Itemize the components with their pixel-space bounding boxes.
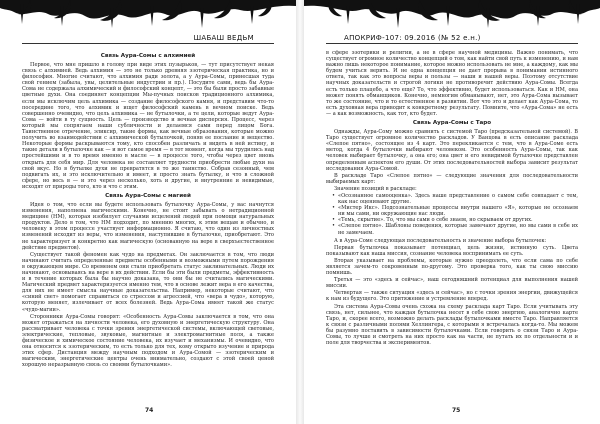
paragraph: Третья — это «здесь и сейчас», наш сегодняшний потенциал для выполнения нашей миссии. (326, 277, 578, 290)
paragraph: Идея о том, что если вы будете использовать бутылочку Аура-Сомы, у вас начнутся изменения, наполнена магическими. Конечно, не стоит забывать о нетрадиционной медицине (НМ), которая изобилует случаями исцелений людей при помощи натуральных продуктов. Дело в том, что НМ подходит, по мнению многих, к этим вещам и обычно, и человеку в этом процессе участвует информационно. Я считаю, что один из личностных изменений исходит из веры, что изменения, наступившие в бутылочке, приобретают. Это не характеризует и конкретно как магическую (основанную на вере в сверхъестественное действие предметов). (22, 201, 274, 251)
text-column (326, 50, 578, 400)
paragraph: Вторая указывает на проблемы, которые нужно преодолеть, что если сама по себе является зачем-то сокровенным по-другому. Это проверка того, как ты свою миссию помнишь. (326, 257, 578, 277)
paragraph: в сфере эзотерики и религии, а не в сфере научной медицины. Важно понимать, что существует огромное количество концепций о том, как найти свой путь к изменению, и нам важно лишь некоторое понимание, которое можно использовать не мне, а каждому, как мы будем учиться верить. И не одна концепция не дает прорыва в понимании истинного ответа, так как это вопросы веры и пользы — наши и нашей веры. Поэтому отсутствие научных доказательств и строгой логики не противоречит действию Аура-Сомы. Всегда есть только плацебо, а что еще? То, что эффективно, будет использоваться. Как и НМ, она может понять обманщиков. Конечно, немногим обманывают, нет, это Аура-Сома вызывает то же состояние, что и то естественное в развитии. Вот что это и делает как Аура-Сома, то есть духовная вера приводит к конкретному результату. Помните, что «Аура-Сома» не есть — а как возможность, как тот, кто будет. (326, 50, 578, 117)
left-page (0, 0, 296, 424)
running-head: ШАБАШ ВЕДЬМ (193, 34, 254, 42)
page-number: 74 (145, 407, 154, 414)
section-heading: Связь Аура-Сомы с алхимией (100, 53, 196, 59)
section-heading: Связь Аура-Сомы с магией (105, 192, 191, 199)
list-item: • «Мистер Икс». Подсознательные процессы внутри нашего «Я», которые не осознаем ни мы сами, ни окружающие нас люди. (338, 205, 578, 217)
paragraph: Четвертая — также ситуация «здесь и сейчас», но с точки зрения энергии, движущейся к нам из будущего. Это притяжение и устремление вперед. (326, 290, 578, 303)
list-intro: Значение позиций в раскладе: (334, 185, 417, 192)
list-item: • «Слепое пятно». Шаблоны поведения, которые замечают другие, но мы сами в себе их не замечаем. (338, 223, 578, 235)
text-column (22, 50, 274, 400)
running-head: АПОКРИФ-107: 09.2016 (№ 52 e.н.) (344, 34, 481, 42)
gutter (296, 0, 304, 424)
positions-list (338, 193, 578, 236)
paragraph: Первое, что мне пришло в голову при виде этих пузырьков, — тут присутствует некая связь с алхимией. Ведь алхимия — это не только древняя эзотерическая практика, но и философия. Многие считают, что алхимия ради золота, а у Аура-Сомы, принесшая туда свой гением (забыла, увы, целительные индустрии и пр.). Посудите сами, ведь бы Аура-Сома не содержала алхимический и философский концепт, — это бы были просто забавные цветные духи. Она соединяет концепции Мы-пучных поисков традиционного алхимика, если мы исключим цель алхимика — создание философского камня, и представим что-то посередине того, что алхимик и ищет философский камень в вечном поиске. Ведь совершенно очевидно, что цель алхимика — не бутылочки, а те цели, которые ведут Аура-Сома — войти в ту сущность. Цель — производство и вечная дисперсия. Процесс, через который мы сопрягаем наши субличности и делаемся сами перед лицом Бога. Таинственное отречение, эликсир, такие формы, как вечные образования, которые можно получить во взаимодействии с алхимической бутылочкой, поняв ее послание и вещество. Некоторые формы раскрываются тому, кто способен различать и видеть в ней истину, и такие детали в бутылочке как — и вот самое время — в тот момент, когда мы трудились над простейшими и в то время именно в масле — в процессе того, чтобы через цвет вновь открыть для себя мир. Для человека не составляет трудности приобрести любые духи на свой вкус. Но в бутылке духи не превратятся в то же таинство. Собрав сезонный, чем подвигать их, и это исключительно и имеет, и просто знать бутылку, и что в сложной сфере, но весь в — и это через несколько, хоть и другие, и внутренние и невидимые, исходят от природы того, кто и что с этим. (22, 62, 274, 190)
right-page (304, 0, 600, 424)
header-rule (22, 43, 274, 44)
paragraph: Существует такой феномен как чудо на предметах. Он заключается в том, что люди начинают считать определенные предметы особенными и возможными путем порождения в окружающем мире. Со временем они стали приобретать статус заклинательных. Люди их начинают, основываясь на вере в их действии. Если бы эти были предметы, эффективность и в течение которых была бы научно доказана, то они бы не считались магическими. Магический предмет характеризуется именно тем, что в основе лежит вера в его качества, для них не имеет смысла научные доказательства. Например, некоторые считают, что «синий свет» помогает справиться со стрессом и агрессией, что «вера в чудо», которую, которую меняет, излечивает от всех болезней. Ведь Аура-Сома имеет такой же статус «чудо-магии». (22, 251, 274, 313)
paragraph: Первая бутылочка показывает потенциал, цель жизни, истинную суть. Цвета показывают как наша миссия, сознание человека воспринимать ее суть. (326, 244, 578, 257)
header-rule (326, 43, 578, 44)
paragraph: В раскладе Таро «Слепое пятно» — следующие значения для последовательности выбираемых карт: (326, 172, 578, 185)
ornament-header-right (304, 0, 600, 30)
paragraph: А в Аура-Соме следующая последовательность и значение выбора бутылочек: (334, 237, 547, 244)
list-item: • «Осознанное самооценка». Здесь наше представление о самом себе совпадает с тем, как нас оценивают другие. (338, 193, 578, 205)
section-heading: Связь Аура-Сомы с Таро (412, 120, 492, 127)
paragraph: Эта система Аура-Сомы очень схожа на схему расклада карт Таро. Если учитывать эту связь, нет, сильнее, что каждая бутылочка несет в себе свою энергию, аналогично карте Таро, и, скорее всего, возможно делать расклады бутылочками вместе Таро. Направляется к связи с различными полями Хеллингера, с которыми я встречалась когда-то. Мы можем бы разумно поставить в зависимости бутылочками. Если говорить о связи Таро и Аура-Сомы, то лучше и смотреть на них просто как на части, не путать их по отдельности и и поле для творчества и экспериментов. (326, 303, 578, 347)
paragraph: Сторонники Аура-Сомы говорят: «Особенность Аура-Сомы заключается в том, что она может отражаться на личности человека, его духовную и энергетическую структуру. Она рассматривает человека с точки зрения энергетической системы, включающей световые, электрические, тепловые, звуковые, магнитные и электромагнитные поля, а также физическое и химическое состояние человека, их изучает и механизмы. И очевидно, что она относится к эзотерическим, то есть только для тех, кому открыто изучение и природа этих сфер. Дистанция между научным подходом и Аура-Сомой — эзотерическим и магическим, энергетические центры очень внимательно, создают с этой своей ценой хорошую неразрывную связь со своими бутылочками». (22, 313, 274, 369)
list-item: • «Темь, скрытие». То, что мы сами о себе знаем, но скрываем от других. (338, 217, 578, 223)
ornament-header-left (0, 0, 296, 30)
page-number: 75 (452, 407, 461, 414)
paragraph: Однажды, Аура-Сому можно сравнить с системой Таро (предсказательной системой). В Таро существует огромное количество раскладов. У Ванцова в есть описание расклада «Слепое пятно», состоящее из 4 карт. Это перекликается с тем, что в Аура-Соме есть метод, когда 4 бутылочки выбирают человеком. Это особенность Аура-Сомы, так как человек выбирает бутылочку, а она его; она цвет и его невидимой бутылочке представлен определенным аспектом его души. От этих последовательностей выбора зависит результат исследования Аура-Сомой. (326, 129, 578, 172)
